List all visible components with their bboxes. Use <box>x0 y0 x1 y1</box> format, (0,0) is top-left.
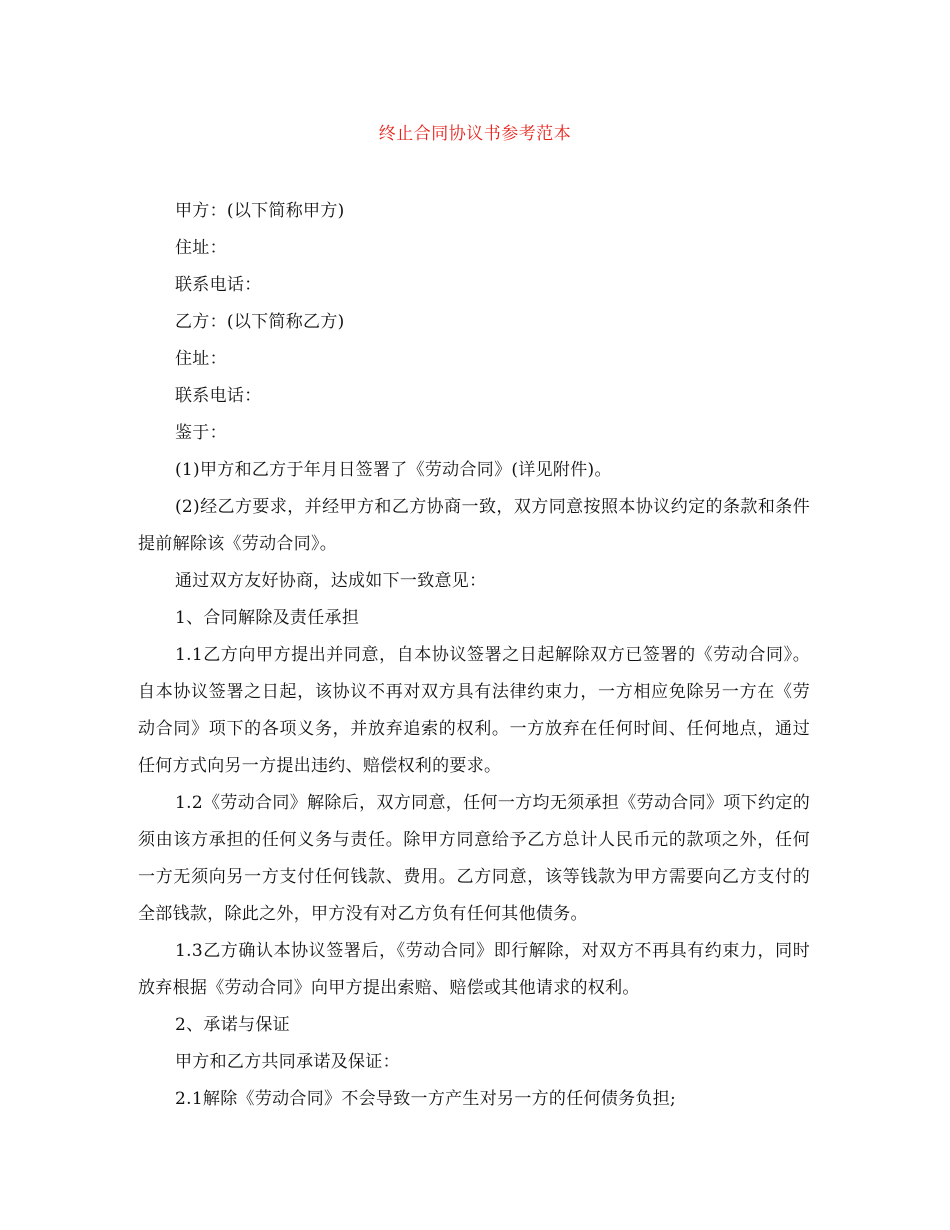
clause-1-2: 1.2《劳动合同》解除后，双方同意，任何一方均无须承担《劳动合同》项下约定的须由该方承担的任何义务与责任。除甲方同意给予乙方总计人民币元的款项之外，任何一方无须向另一方支付任何钱款、费用。乙方同意，该等钱款为甲方需要向乙方支付的全部钱款，除此之外，甲方没有对乙方负有任何其他债务。 <box>138 793 810 924</box>
section-2-intro: 甲方和乙方共同承诺及保证： <box>175 1052 400 1072</box>
agreement-intro: 通过双方友好协商，达成如下一致意见： <box>175 571 487 591</box>
clause-2-1: 2.1解除《劳动合同》不会导致一方产生对另一方的任何债务负担; <box>175 1089 677 1109</box>
clause-1-1: 1.1乙方向甲方提出并同意，自本协议签署之日起解除双方已签署的《劳动合同》。自本协议签署之日起，该协议不再对双方具有法律约束力，一方相应免除另一方在《劳动合同》项下的各项义务，并放弃追索的权利。一方放弃在任何时间、任何地点，通过任何方式向另一方提出违约、赔偿权利的要求。 <box>138 645 810 776</box>
party-a-line: 甲方：(以下简称甲方) <box>175 201 345 221</box>
party-a-phone: 联系电话： <box>175 275 262 295</box>
document-title: 终止合同协议书参考范本 <box>378 124 572 144</box>
whereas-item-2: (2)经乙方要求，并经甲方和乙方协商一致，双方同意按照本协议约定的条款和条件提前解除该《劳动合同》。 <box>138 497 810 554</box>
party-b-line: 乙方：(以下简称乙方) <box>175 312 345 332</box>
whereas-heading: 鉴于： <box>175 423 227 443</box>
section-1-heading: 1、合同解除及责任承担 <box>175 608 360 628</box>
party-b-phone: 联系电话： <box>175 386 262 406</box>
section-2-heading: 2、承诺与保证 <box>175 1015 290 1035</box>
whereas-item-1: (1)甲方和乙方于年月日签署了《劳动合同》(详见附件)。 <box>175 460 612 480</box>
party-a-address: 住址： <box>175 238 227 258</box>
document-body <box>138 193 810 1118</box>
party-b-address: 住址： <box>175 349 227 369</box>
clause-1-3: 1.3乙方确认本协议签署后，《劳动合同》即行解除，对双方不再具有约束力，同时放弃根据《劳动合同》向甲方提出索赔、赔偿或其他请求的权利。 <box>138 941 810 998</box>
